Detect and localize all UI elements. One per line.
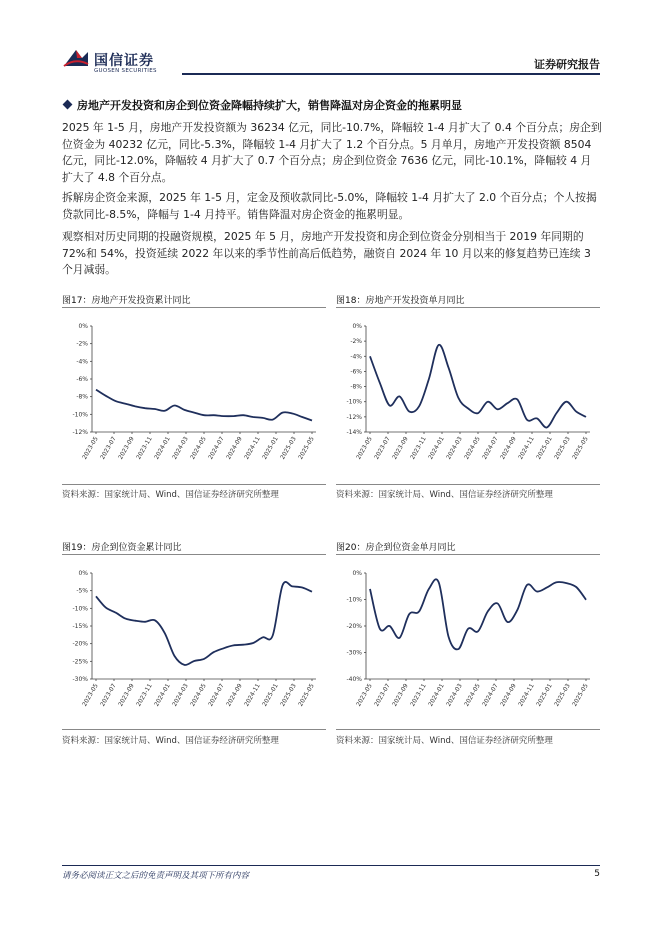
x-tick-label: 2025-05 (571, 435, 590, 461)
section-title-text: 房地产开发投资和房企到位资金降幅持续扩大，销售降温对房企资金的拖累明显 (77, 99, 462, 112)
y-tick-label: -12% (346, 413, 362, 421)
figure-19-bottom-rule (62, 729, 326, 730)
x-tick-label: 2023-11 (409, 435, 428, 461)
page-header (0, 0, 662, 78)
y-tick-label: -8% (350, 383, 362, 391)
x-tick-label: 2025-03 (279, 435, 298, 461)
paragraph-2: 拆解房企资金来源，2025 年 1-5 月，定金及预收款同比-5.0%，降幅较 1-4 月扩大了 2.0 个百分点；个人按揭贷款同比-8.5%，降幅与 1-4 月持平。销售降温对房企资金的拖累明显。 (62, 191, 597, 221)
y-tick-label: -10% (72, 605, 88, 613)
series-line (370, 579, 586, 649)
figure-19-source: 资料来源：国家统计局、Wind、国信证券经济研究所整理 (62, 736, 279, 746)
chart-investment-monthly (336, 320, 600, 470)
brand-logo-icon (62, 46, 90, 70)
chart-investment-cumulative (62, 320, 326, 470)
y-tick-label: -10% (346, 596, 362, 604)
x-tick-label: 2023-11 (135, 682, 154, 708)
figure-17-source: 资料来源：国家统计局、Wind、国信证券经济研究所整理 (62, 490, 279, 500)
report-type: 证券研究报告 (534, 58, 600, 71)
x-tick-label: 2024-05 (463, 435, 482, 461)
brand-name: 国信证券 (94, 53, 154, 69)
y-tick-label: -8% (76, 393, 88, 401)
x-tick-label: 2023-09 (117, 435, 136, 461)
y-tick-label: -40% (346, 676, 362, 683)
y-tick-label: -20% (72, 640, 88, 648)
y-tick-label: -2% (76, 340, 88, 348)
y-tick-label: -5% (76, 587, 88, 595)
y-tick-label: 0% (352, 323, 362, 330)
x-tick-label: 2023-07 (373, 682, 392, 708)
x-tick-label: 2024-05 (463, 682, 482, 708)
x-tick-label: 2025-03 (553, 435, 572, 461)
figure-17-top-rule (62, 307, 326, 308)
x-tick-label: 2023-05 (81, 435, 100, 461)
paragraph-1: 2025 年 1-5 月，房地产开发投资额为 36234 亿元，同比-10.7%，降幅较 1-4 月扩大了 0.4 个百分点；房企到位资金为 40232 亿元，同比-5.3%，降幅较 1-4 月扩大了 1.2 个百分点。5 月单月，房地产开发投资额 8504 亿元，同比-12.0%，降幅较 4 月扩大了 0.7 个百分点；房企到位资金 7636 亿元，同比-10.1%，降幅较 4 月扩大了 4.8 个百分点。 (62, 121, 602, 184)
y-tick-label: -12% (72, 429, 88, 436)
figure-17-title: 图17：房地产开发投资累计同比 (62, 296, 191, 306)
figure-20-title: 图20：房企到位资金单月同比 (336, 543, 456, 553)
x-tick-label: 2024-09 (225, 435, 244, 461)
x-tick-label: 2023-07 (99, 682, 118, 708)
x-tick-label: 2024-09 (499, 682, 518, 708)
y-tick-label: -30% (346, 649, 362, 657)
figure-17-bottom-rule (62, 484, 326, 485)
series-line (96, 390, 312, 421)
y-tick-label: 0% (78, 570, 88, 577)
x-tick-label: 2024-03 (445, 435, 464, 461)
figure-20-top-rule (336, 554, 600, 555)
x-tick-label: 2023-05 (355, 682, 374, 708)
x-tick-label: 2023-05 (81, 682, 100, 708)
y-tick-label: -15% (72, 623, 88, 630)
y-tick-label: 0% (78, 323, 88, 330)
x-tick-label: 2024-03 (445, 682, 464, 708)
series-line (370, 345, 586, 428)
x-tick-label: 2025-05 (297, 435, 316, 461)
y-tick-label: -20% (346, 623, 362, 630)
x-tick-label: 2024-11 (243, 435, 262, 461)
x-tick-label: 2024-11 (243, 682, 262, 708)
y-tick-label: -4% (76, 358, 88, 366)
chart-funding-cumulative (62, 567, 326, 717)
figure-19-title: 图19：房企到位资金累计同比 (62, 543, 182, 553)
x-tick-label: 2023-09 (391, 435, 410, 461)
x-tick-label: 2023-09 (117, 682, 136, 708)
brand-subtitle: GUOSEN SECURITIES (94, 68, 157, 74)
figure-18-bottom-rule (336, 484, 600, 485)
paragraph-3: 观察相对历史同期的投融资规模，2025 年 5 月，房地产开发投资和房企到位资金分别相当于 2019 年同期的 72%和 54%，投资延续 2022 年以来的季节性前高后低趋势，融资自 2024 年 10 月以来的修复趋势已连续 3 个月减弱。 (62, 230, 591, 276)
figure-18-source: 资料来源：国家统计局、Wind、国信证券经济研究所整理 (336, 490, 553, 500)
y-tick-label: -6% (76, 376, 88, 383)
x-tick-label: 2024-07 (207, 435, 226, 461)
x-tick-label: 2025-03 (553, 682, 572, 708)
y-tick-label: -2% (350, 338, 362, 346)
series-line (96, 582, 312, 665)
figure-20-source: 资料来源：国家统计局、Wind、国信证券经济研究所整理 (336, 736, 553, 746)
figure-18-top-rule (336, 307, 600, 308)
x-tick-label: 2023-05 (355, 435, 374, 461)
footer-disclaimer: 请务必阅读正文之后的免责声明及其项下所有内容 (62, 871, 250, 881)
x-tick-label: 2024-03 (171, 435, 190, 461)
x-tick-label: 2025-01 (535, 435, 554, 461)
x-tick-label: 2024-07 (481, 435, 500, 461)
chart-funding-monthly (336, 567, 600, 717)
y-tick-label: -30% (72, 676, 88, 683)
y-tick-label: -4% (350, 353, 362, 361)
x-tick-label: 2024-05 (189, 682, 208, 708)
x-tick-label: 2024-09 (225, 682, 244, 708)
y-tick-label: -6% (350, 368, 362, 376)
x-tick-label: 2024-01 (427, 682, 446, 708)
y-tick-label: -25% (72, 658, 88, 666)
x-tick-label: 2024-01 (427, 435, 446, 461)
x-tick-label: 2025-03 (279, 682, 298, 708)
x-tick-label: 2025-01 (535, 682, 554, 708)
footer-divider (62, 865, 600, 866)
diamond-bullet-icon (63, 100, 73, 110)
figure-19-top-rule (62, 554, 326, 555)
figure-20-bottom-rule (336, 729, 600, 730)
y-tick-label: 0% (352, 570, 362, 577)
x-tick-label: 2023-07 (373, 435, 392, 461)
figure-18-title: 图18：房地产开发投资单月同比 (336, 296, 465, 306)
x-tick-label: 2024-09 (499, 435, 518, 461)
x-tick-label: 2023-11 (135, 435, 154, 461)
x-tick-label: 2023-11 (409, 682, 428, 708)
x-tick-label: 2024-07 (207, 682, 226, 708)
x-tick-label: 2024-03 (171, 682, 190, 708)
x-tick-label: 2024-11 (517, 435, 536, 461)
x-tick-label: 2025-01 (261, 682, 280, 708)
page-number: 5 (594, 869, 600, 879)
x-tick-label: 2024-05 (189, 435, 208, 461)
y-tick-label: -14% (346, 429, 362, 436)
x-tick-label: 2024-01 (153, 435, 172, 461)
section-title (62, 97, 602, 113)
y-tick-label: -10% (346, 398, 362, 406)
x-tick-label: 2023-07 (99, 435, 118, 461)
x-tick-label: 2025-05 (297, 682, 316, 708)
x-tick-label: 2024-11 (517, 682, 536, 708)
x-tick-label: 2025-05 (571, 682, 590, 708)
header-divider (182, 73, 600, 75)
x-tick-label: 2024-01 (153, 682, 172, 708)
x-tick-label: 2024-07 (481, 682, 500, 708)
y-tick-label: -10% (72, 411, 88, 419)
x-tick-label: 2023-09 (391, 682, 410, 708)
x-tick-label: 2025-01 (261, 435, 280, 461)
